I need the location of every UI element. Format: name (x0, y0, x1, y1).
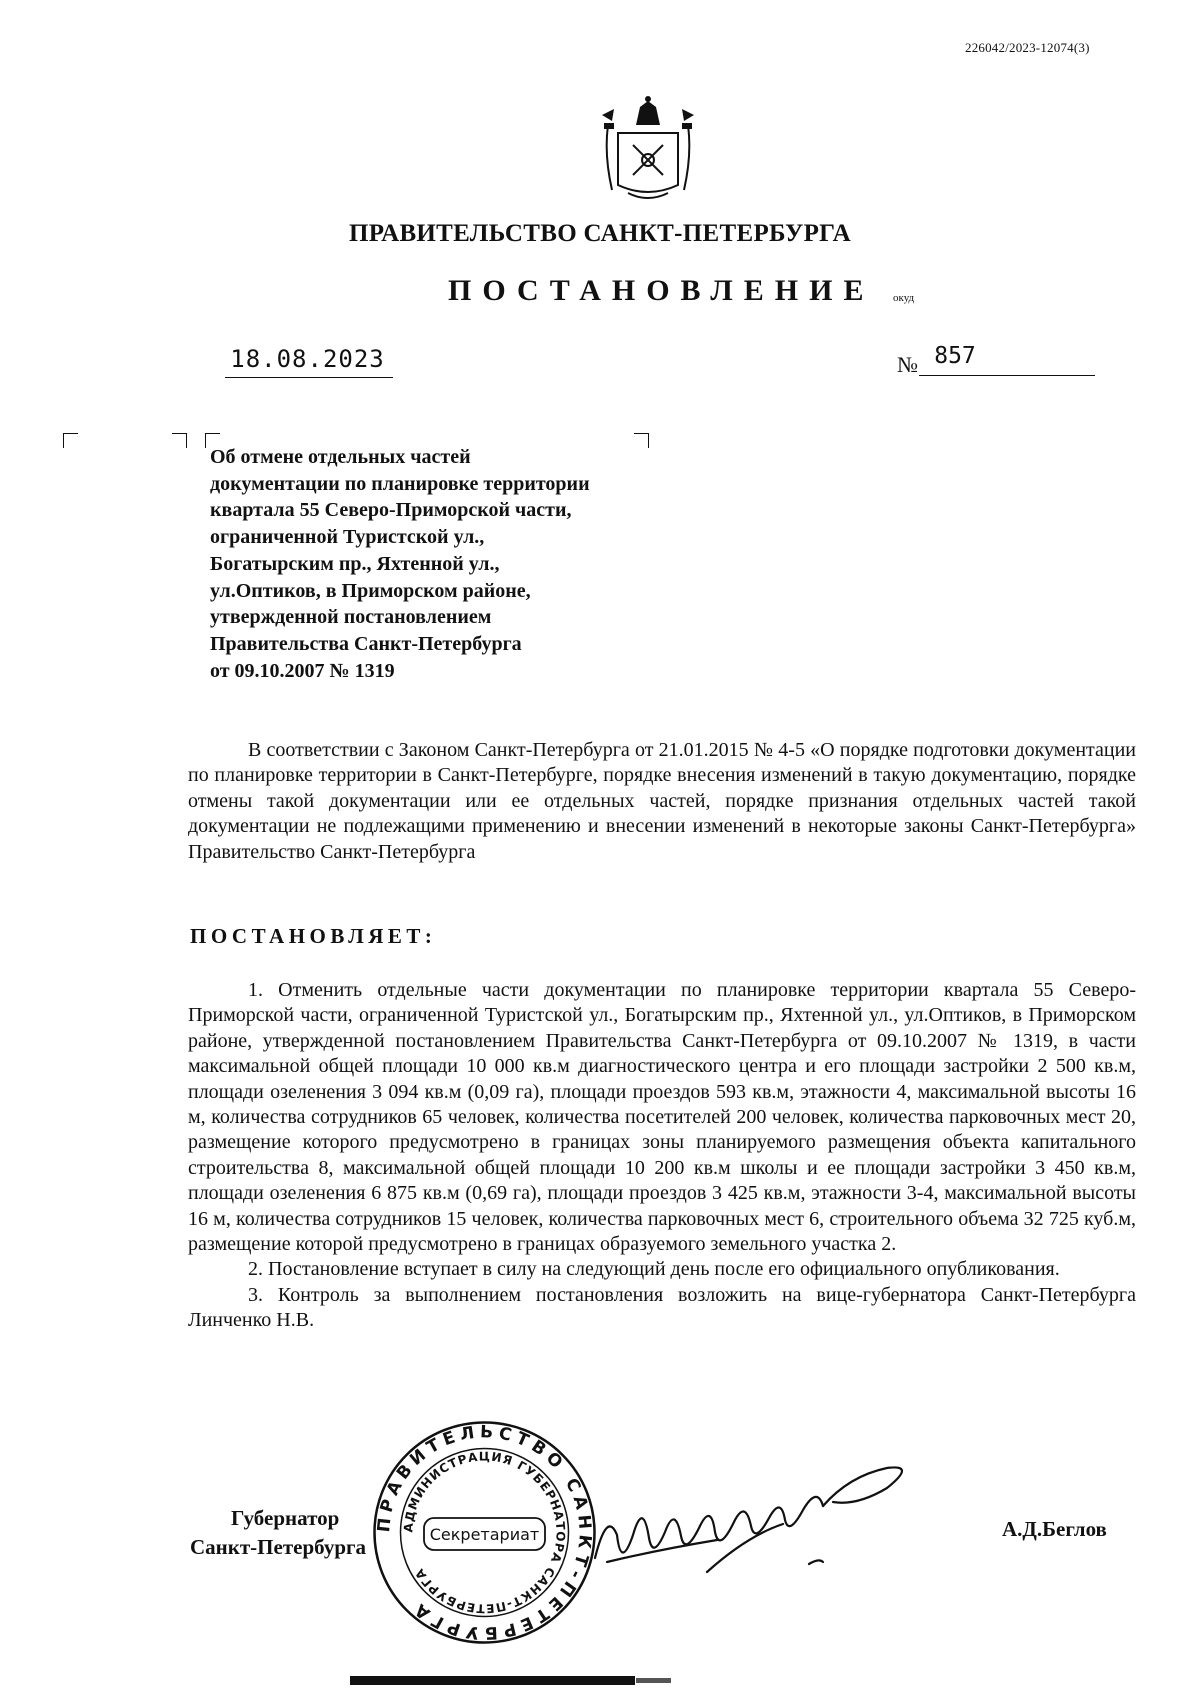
resolves-heading: ПОСТАНОВЛЯЕТ: (190, 924, 437, 948)
decree-number: 857 (934, 343, 976, 369)
corner-mark (63, 433, 78, 448)
subject-line: Об отмене отдельных частей (210, 446, 471, 468)
decree-type-title: ПОСТАНОВЛЕНИЕ (448, 274, 875, 307)
decree-date: 18.08.2023 (230, 345, 385, 373)
subject-line: утвержденной постановлением (210, 606, 492, 629)
subject-line: ул.Оптиков, в Приморском районе, (210, 579, 531, 602)
number-underline (919, 375, 1095, 376)
signatory-title (190, 1504, 390, 1562)
okud-label: окуд (893, 292, 915, 304)
corner-mark (172, 433, 187, 448)
scan-artifact-bar (350, 1676, 635, 1685)
number-sign: № (897, 352, 918, 377)
scan-artifact-bar (636, 1678, 671, 1683)
handwritten-signature (587, 1440, 917, 1590)
signatory-title-line: Санкт-Петербурга (190, 1535, 367, 1559)
subject-line: Богатырским пр., Яхтенной ул., (210, 552, 500, 575)
decree-item: 2. Постановление вступает в силу на следующий день после его официального опубликования. (248, 1258, 1060, 1281)
official-seal (372, 1420, 597, 1645)
subject-line: ограниченной Туристской ул., (210, 526, 485, 549)
decree-item: 1. Отменить отдельные части документации по планировке территории квартала 55 Северо-Приморской части, ограниченной Туристской ул., Богатырским пр., Яхтенной ул., ул.Оптиков, в Приморском районе, утвержденной постановлением Правительства Санкт-Петербурга от 09.10.2007 № 1319, в части максимальной общей площади 10 000 кв.м диагностического центра и его площади застройки 2 500 кв.м, площади озеленения 3 094 кв.м (0,09 га), площади проездов 593 кв.м, этажности 4, максимальной высоты 16 м, количества сотрудников 65 человек, количества посетителей 200 человек, количества парковочных мест 20, размещение которого предусмотрено в границах зоны планируемого размещения объекта капитального строительства 8, максимальной общей площади 10 200 кв.м школы и ее площади застройки 3 450 кв.м, площади озеленения 6 875 кв.м (0,69 га), площади проездов 3 425 кв.м, этажности 3-4, максимальной высоты 16 м, количества сотрудников 15 человек, количества парковочных мест 6, строительного объема 32 725 куб.м, размещение которой предусмотрено в границах образуемого земельного участка 2. (188, 979, 1136, 1256)
signatory-name: А.Д.Беглов (1002, 1517, 1107, 1541)
subject-line: Правительства Санкт-Петербурга (210, 632, 522, 655)
date-underline (225, 377, 393, 378)
seal-center-text: Секретариат (429, 1525, 540, 1544)
coat-of-arms-icon (598, 95, 698, 203)
subject-line: от 09.10.2007 № 1319 (210, 659, 395, 682)
decree-item: 3. Контроль за выполнением постановления возложить на вице-губернатора Санкт-Петербурга Линченко Н.В. (188, 1283, 1136, 1332)
document-registration-number: 226042/2023-12074(3) (965, 40, 1090, 55)
decree-subject (210, 444, 680, 684)
subject-line: квартала 55 Северо-Приморской части, (210, 499, 572, 522)
signatory-title-line: Губернатор (231, 1506, 340, 1530)
subject-line: документации по планировке территории (210, 472, 590, 495)
decree-items (188, 978, 1136, 1334)
government-title: ПРАВИТЕЛЬСТВО САНКТ-ПЕТЕРБУРГА (348, 220, 852, 247)
preamble-block (188, 738, 1136, 865)
seal-outer-text: ПРАВИТЕЛЬСТВО САНКТ-ПЕТЕРБУРГА (374, 1422, 595, 1643)
seal-inner-text: АДМИНИСТРАЦИЯ ГУБЕРНАТОРА САНКТ-ПЕТЕРБУРГА (401, 1449, 568, 1616)
preamble-paragraph: В соответствии с Законом Санкт-Петербурга от 21.01.2015 № 4-5 «О порядке подготовки документации по планировке территории в Санкт-Петербурге, порядке внесения изменений в такую документацию, порядке отмены такой документации или ее отдельных частей, порядке признания отдельных частей такой документации не подлежащими применению и внесении изменений в некоторые законы Санкт-Петербурга» Правительство Санкт-Петербурга (188, 739, 1136, 863)
